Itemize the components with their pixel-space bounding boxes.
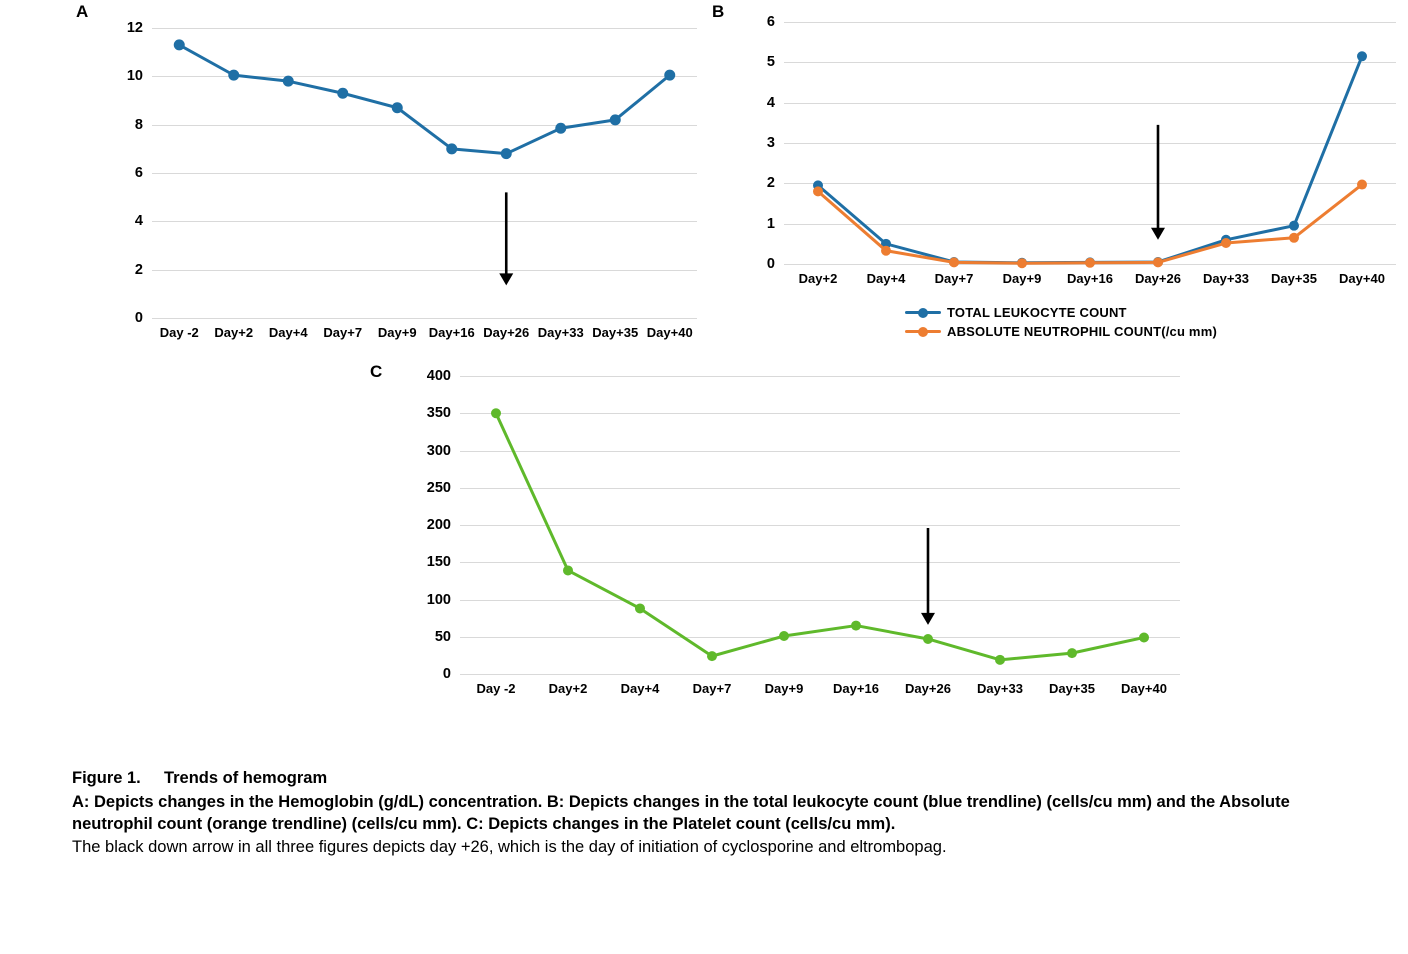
data-point (664, 70, 675, 81)
y-axis-tick-label: 3 (766, 135, 775, 151)
x-axis-tick-label: Day+26 (483, 325, 530, 340)
data-point (851, 621, 861, 631)
data-point (392, 102, 403, 113)
data-point (1085, 258, 1095, 268)
x-axis-tick-label: Day+35 (1271, 271, 1317, 286)
data-point (501, 148, 512, 159)
x-axis-tick-label: Day+26 (1135, 271, 1181, 286)
data-point (174, 39, 185, 50)
y-axis-tick-label: 150 (426, 554, 451, 571)
x-axis-tick-label: Day+9 (377, 325, 417, 340)
y-axis-tick-label: 4 (766, 94, 775, 111)
y-axis-tick-label: 5 (766, 54, 775, 71)
y-axis-tick-label: 0 (766, 256, 775, 272)
y-axis-tick-label: 12 (126, 20, 143, 36)
y-axis-tick-label: 250 (426, 479, 451, 496)
x-axis-tick-label: Day -2 (159, 325, 199, 340)
legend-label-absolute-neutrophil-count: ABSOLUTE NEUTROPHIL COUNT(/cu mm) (947, 324, 1217, 339)
y-axis-tick-label: 2 (766, 175, 775, 192)
x-axis-tick-label: Day+16 (833, 681, 879, 696)
y-axis-tick-label: 400 (426, 368, 451, 384)
x-axis-tick-label: Day+9 (764, 681, 804, 696)
x-axis-tick-label: Day -2 (476, 681, 516, 696)
data-point (813, 186, 823, 196)
x-axis-tick-label: Day+16 (428, 325, 475, 340)
data-point (1357, 51, 1367, 61)
data-point (446, 143, 457, 154)
data-point (923, 634, 933, 644)
x-axis-tick-label: Day+40 (1121, 681, 1167, 696)
x-axis-tick-label: Day+33 (537, 325, 584, 340)
legend-swatch-blue (905, 306, 941, 320)
data-point (779, 631, 789, 641)
data-point (1289, 221, 1299, 231)
panel-b (700, 0, 1408, 370)
figure-description: A: Depicts changes in the Hemoglobin (g/dL) concentration. B: Depicts changes in the total leukocyte count (blue trendline) (cells/cu mm) and the Absolute neutrophil count (orange trendline) (cells/cu mm). C: Depicts changes in the Platelet count (cells/cu mm). (72, 792, 1290, 833)
x-axis-tick-label: Day+40 (646, 325, 693, 340)
data-point (881, 246, 891, 256)
data-point (283, 76, 294, 87)
data-point (228, 70, 239, 81)
panel-c (350, 358, 1250, 758)
x-axis-tick-label: Day+33 (977, 681, 1023, 696)
y-axis-tick-label: 6 (134, 165, 143, 181)
legend-swatch-orange (905, 325, 941, 339)
x-axis-tick-label: Day+35 (592, 325, 639, 340)
series-layer (460, 376, 1180, 674)
panel-a (0, 0, 710, 360)
data-point (1357, 180, 1367, 190)
figure-title: Trends of hemogram (163, 769, 328, 787)
data-point (1067, 648, 1077, 658)
panel-c-plot-area (426, 368, 1180, 696)
y-axis-tick-label: 200 (426, 517, 451, 533)
panel-c-letter: C (370, 362, 383, 381)
series-layer (152, 28, 697, 318)
x-axis-tick-label: Day+35 (1049, 681, 1095, 696)
y-axis-tick-label: 6 (766, 14, 775, 30)
y-axis-tick-label: 2 (134, 261, 143, 278)
series-layer (784, 22, 1396, 264)
panel-b-legend (905, 305, 1217, 343)
arrow-day-26-annotation (1151, 125, 1165, 240)
x-axis-tick-label: Day+40 (1339, 271, 1385, 286)
x-axis-tick-label: Day+33 (1203, 271, 1249, 286)
arrow-day-26-annotation (499, 192, 513, 285)
y-axis-tick-label: 50 (434, 628, 451, 645)
y-axis-tick-label: 100 (426, 591, 451, 608)
data-point (949, 257, 959, 267)
x-axis-tick-label: Day+4 (268, 325, 308, 340)
series-line (818, 185, 1362, 264)
y-axis-tick-label: 300 (426, 442, 451, 459)
data-point (563, 565, 573, 575)
panel-b-plot-area (766, 14, 1396, 286)
y-axis-tick-label: 10 (126, 68, 143, 85)
data-point (1017, 258, 1027, 268)
x-axis-tick-label: Day+26 (905, 681, 951, 696)
y-axis-tick-label: 350 (426, 405, 451, 422)
data-point (635, 603, 645, 613)
y-axis-tick-label: 0 (442, 666, 451, 682)
data-point (555, 123, 566, 134)
x-axis-tick-label: Day+2 (548, 681, 588, 696)
data-point (610, 114, 621, 125)
data-point (1139, 632, 1149, 642)
series-line (818, 56, 1362, 263)
x-axis-tick-label: Day+9 (1002, 271, 1042, 286)
x-axis-tick-label: Day+2 (214, 325, 254, 340)
x-axis-tick-label: Day+7 (323, 325, 363, 340)
figure-title-line (72, 768, 1362, 790)
data-point (491, 408, 501, 418)
x-axis-tick-label: Day+4 (620, 681, 660, 696)
series-line (179, 45, 670, 154)
x-axis-tick-label: Day+4 (866, 271, 906, 286)
figure-caption (72, 768, 1362, 859)
data-point (1153, 257, 1163, 267)
y-axis-tick-label: 8 (134, 116, 143, 133)
panel-a-plot-area (126, 20, 697, 340)
data-point (1289, 233, 1299, 243)
data-point (337, 88, 348, 99)
y-axis-tick-label: 1 (766, 215, 775, 232)
arrow-day-26-annotation (921, 528, 935, 625)
x-axis-tick-label: Day+7 (934, 271, 974, 286)
legend-item-absolute-neutrophil-count (905, 324, 1217, 339)
x-axis-tick-label: Day+16 (1067, 271, 1113, 286)
figure-note: The black down arrow in all three figures depicts day +26, which is the day of initiation of cyclosporine and eltrombopag. (72, 837, 947, 856)
x-axis-tick-label: Day+7 (692, 681, 732, 696)
legend-label-total-leukocyte-count: TOTAL LEUKOCYTE COUNT (947, 305, 1127, 320)
x-axis-tick-label: Day+2 (798, 271, 838, 286)
series-line (496, 413, 1144, 660)
panel-b-letter: B (712, 2, 725, 21)
panel-a-letter: A (76, 2, 89, 21)
data-point (707, 651, 717, 661)
figure-label: Figure 1. (72, 769, 141, 787)
y-axis-tick-label: 0 (134, 310, 143, 326)
legend-item-total-leukocyte-count (905, 305, 1217, 320)
data-point (1221, 238, 1231, 248)
y-axis-tick-label: 4 (134, 213, 143, 230)
data-point (995, 655, 1005, 665)
